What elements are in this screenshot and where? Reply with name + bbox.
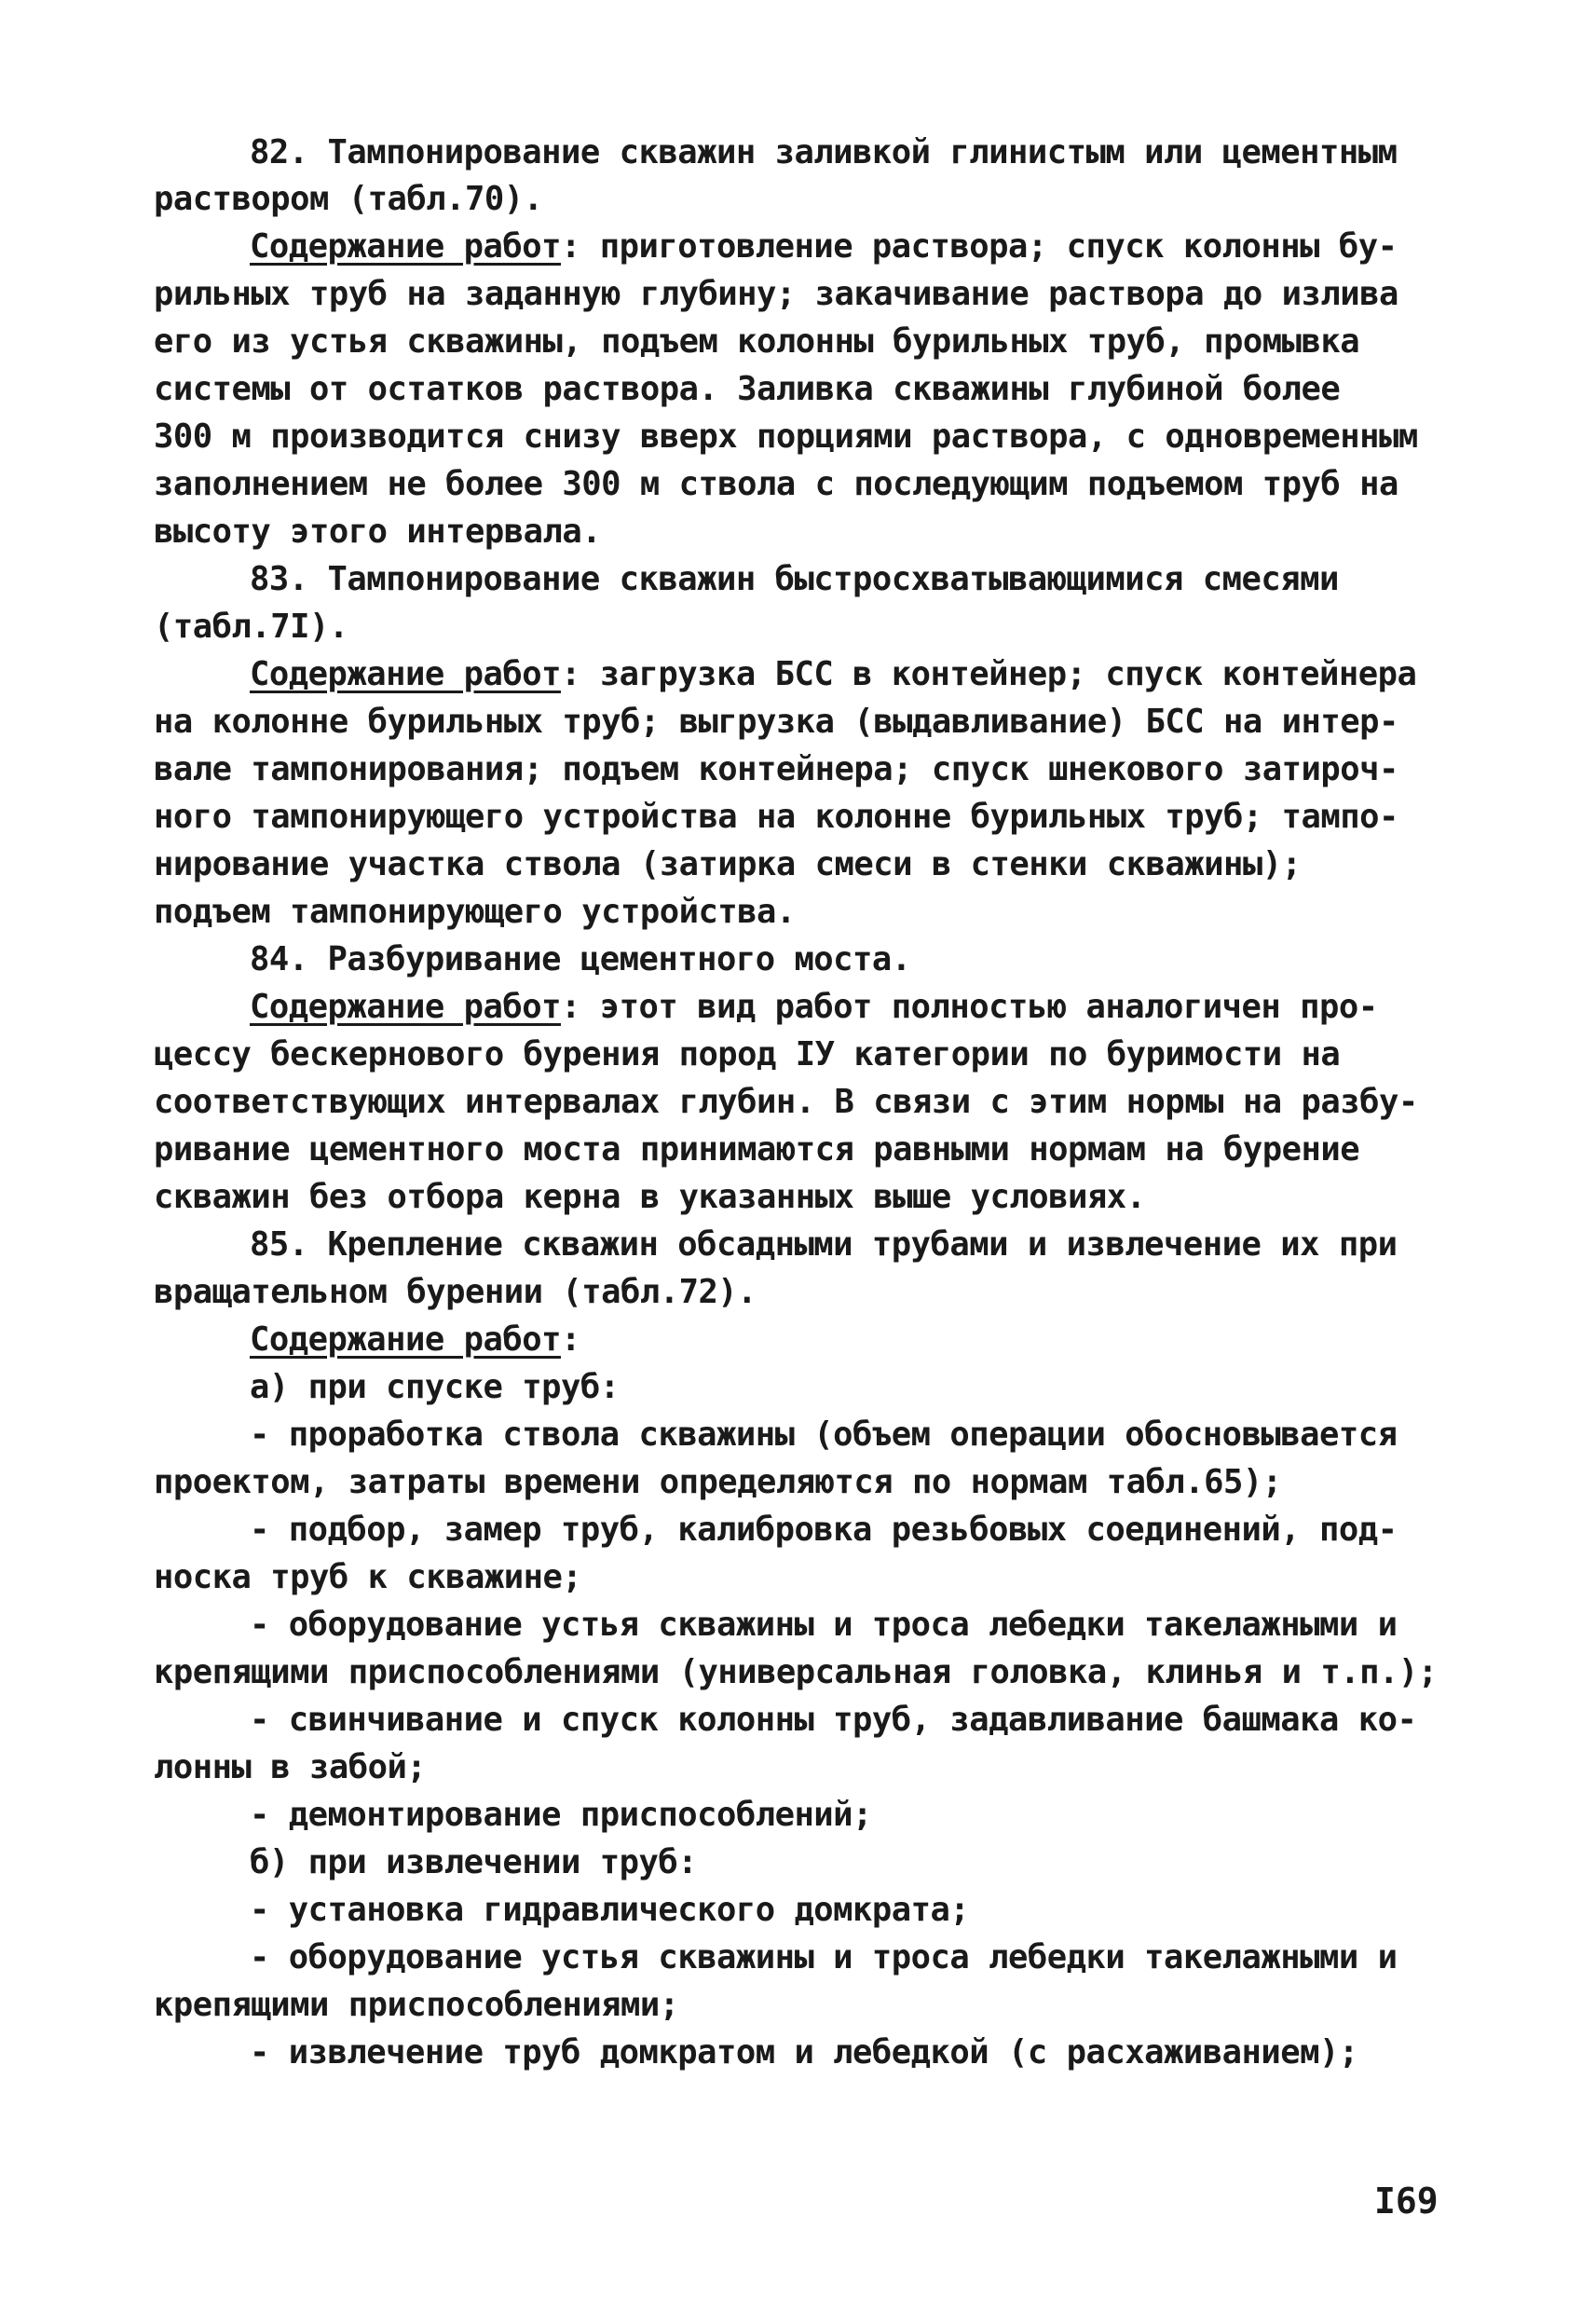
work-content-label: Содержание работ xyxy=(250,227,561,266)
text-line xyxy=(154,414,1418,460)
text-line: вращательном бурении (табл.72). xyxy=(154,1273,757,1311)
text-line: вале тампонирования; подъем контейнера; спуск шнекового затироч- xyxy=(154,750,1398,788)
list-item xyxy=(250,1602,1398,1648)
text-line xyxy=(154,1079,1418,1126)
text-line: нирование участка ствола (затирка смеси в стенки скважины); xyxy=(154,845,1302,883)
text-line xyxy=(154,1032,1340,1078)
text-line xyxy=(154,366,1340,413)
work-content-label: Содержание работ xyxy=(250,655,561,693)
text-line xyxy=(154,1554,581,1601)
work-content-line xyxy=(250,984,1378,1031)
text-line: - свинчивание и спуск колонны труб, задавливание башмака ко- xyxy=(250,1701,1417,1739)
text-line: - извлечение труб домкратом и лебедкой (с расхаживанием); xyxy=(250,2033,1358,2072)
work-content-label: Содержание работ xyxy=(250,988,561,1026)
text-line: а) при спуске труб: xyxy=(250,1368,620,1406)
text-line: 300 м производится снизу вверх порциями раствора, с одновременным xyxy=(154,417,1418,456)
list-item xyxy=(250,1887,969,1934)
text-line xyxy=(154,271,1398,318)
list-heading xyxy=(250,1364,620,1411)
text-line: - оборудование устья скважины и троса лебедки такелажными и xyxy=(250,1938,1398,1976)
list-item xyxy=(250,1697,1416,1744)
text-line: на колонне бурильных труб; выгрузка (выдавливание) БСС на интер- xyxy=(154,703,1398,741)
text-line xyxy=(154,841,1302,888)
text-line xyxy=(154,176,542,223)
text-line: крепящими приспособлениями (универсальная головка, клинья и т.п.); xyxy=(154,1653,1438,1691)
text-line xyxy=(154,1127,1359,1173)
text-line: 83. Тампонирование скважин быстросхватывающимися смесями xyxy=(250,560,1339,598)
text-line: носка труб к скважине; xyxy=(154,1558,582,1596)
page-number: I69 xyxy=(1374,2181,1439,2222)
text-line: : приготовление раствора; спуск колонны бу- xyxy=(560,227,1398,266)
list-item xyxy=(250,2030,1358,2076)
text-line: 82. Тампонирование скважин заливкой глинистым или цементным xyxy=(250,133,1398,171)
text-line: системы от остатков раствора. Заливка скважины глубиной более xyxy=(154,370,1341,408)
text-line: скважин без отбора керна в указанных выше условиях. xyxy=(154,1178,1146,1216)
text-line: : xyxy=(560,1320,580,1359)
paragraph-82-heading xyxy=(250,130,1398,176)
text-line: заполнением не более 300 м ствола с последующим подъемом труб на xyxy=(154,465,1398,503)
text-line: б) при извлечении труб: xyxy=(250,1843,698,1881)
text-line: (табл.7I). xyxy=(154,608,348,646)
text-line: рильных труб на заданную глубину; закачивание раствора до излива xyxy=(154,275,1398,313)
work-content-line xyxy=(250,651,1416,698)
text-line: подъем тампонирующего устройства. xyxy=(154,893,796,931)
text-line xyxy=(154,794,1398,841)
text-line: - подбор, замер труб, калибровка резьбовых соединений, под- xyxy=(250,1511,1398,1549)
text-line: 84. Разбуривание цементного моста. xyxy=(250,940,911,978)
list-item xyxy=(250,1507,1398,1553)
work-content-line xyxy=(250,1317,580,1363)
text-line xyxy=(154,1649,1438,1696)
text-line: цессу бескернового бурения пород IУ категории по буримости на xyxy=(154,1035,1341,1073)
list-item xyxy=(250,1792,872,1839)
text-line: - демонтирование приспособлений; xyxy=(250,1796,872,1834)
text-line xyxy=(154,319,1359,365)
text-line: ного тампонирующего устройства на колонне бурильных труб; тампо- xyxy=(154,798,1398,836)
text-line: 85. Крепление скважин обсадными трубами и извлечение их при xyxy=(250,1225,1398,1264)
list-item xyxy=(250,1935,1398,1981)
text-line xyxy=(154,1269,757,1316)
text-line: : этот вид работ полностью аналогичен про- xyxy=(560,988,1378,1026)
list-heading xyxy=(250,1839,697,1886)
text-line: - установка гидравлического домкрата; xyxy=(250,1891,970,1929)
text-line: высоту этого интервала. xyxy=(154,513,602,551)
text-line xyxy=(154,509,601,555)
paragraph-83-heading xyxy=(250,556,1339,603)
text-line xyxy=(154,461,1398,508)
work-content-label: Содержание работ xyxy=(250,1320,561,1359)
text-line xyxy=(154,699,1398,745)
paragraph-85-heading xyxy=(250,1222,1398,1268)
text-line: : загрузка БСС в контейнер; спуск контейнера xyxy=(560,655,1417,693)
text-line xyxy=(154,604,348,650)
list-item xyxy=(250,1412,1398,1458)
text-line xyxy=(154,889,796,936)
text-line: лонны в забой; xyxy=(154,1748,427,1786)
text-line: ривание цементного моста принимаются равными нормам на бурение xyxy=(154,1130,1360,1169)
text-line xyxy=(154,1174,1146,1221)
text-line: крепящими приспособлениями; xyxy=(154,1986,679,2024)
text-line xyxy=(154,1982,679,2029)
text-line: соответствующих интервалах глубин. В связи с этим нормы на разбу- xyxy=(154,1083,1418,1121)
work-content-line xyxy=(250,224,1398,270)
text-line: раствором (табл.70). xyxy=(154,180,543,218)
text-line: - проработка ствола скважины (объем операции обосновывается xyxy=(250,1415,1398,1454)
text-line: его из устья скважины, подъем колонны бурильных труб, промывка xyxy=(154,322,1360,361)
text-line: - оборудование устья скважины и троса лебедки такелажными и xyxy=(250,1606,1398,1644)
paragraph-84-heading xyxy=(250,937,911,983)
text-line xyxy=(154,746,1398,793)
text-line xyxy=(154,1744,426,1791)
text-line xyxy=(154,1459,1282,1506)
text-line: проектом, затраты времени определяются по нормам табл.65); xyxy=(154,1463,1282,1501)
